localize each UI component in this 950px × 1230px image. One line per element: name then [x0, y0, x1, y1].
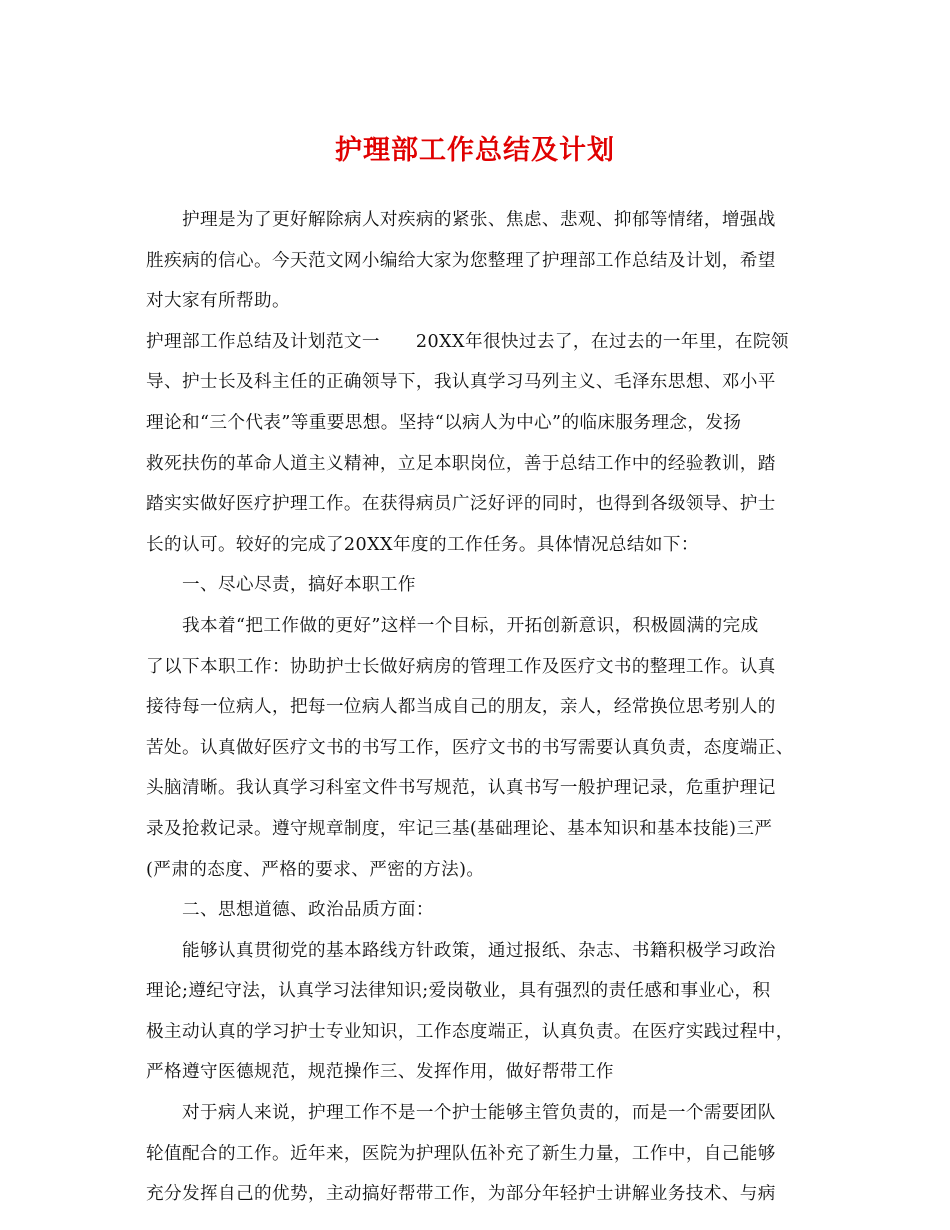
text-line: 我本着“把工作做的更好”这样一个目标，开拓创新意识，积极圆满的完成	[182, 615, 759, 636]
text-line: 了以下本职工作：协助护士长做好病房的管理工作及医疗文书的整理工作。认真	[146, 656, 776, 677]
document-body	[146, 200, 806, 1215]
text-line: 导、护士长及科主任的正确领导下，我认真学习马列主义、毛泽东思想、邓小平	[146, 372, 776, 393]
text-line: 一、尽心尽责，搞好本职工作	[182, 575, 416, 596]
text-line: 能够认真贯彻党的基本路线方针政策，通过报纸、杂志、书籍积极学习政治	[182, 940, 776, 961]
text-line: 理论;遵纪守法，认真学习法律知识;爱岗敬业，具有强烈的责任感和事业心，积	[146, 981, 771, 1002]
text-line: 轮值配合的工作。近年来，医院为护理队伍补充了新生力量，工作中，自己能够	[146, 1143, 776, 1164]
text-line: 护理部工作总结及计划范文一 20XX年很快过去了，在过去的一年里，在院领	[146, 331, 789, 352]
text-line: 对大家有所帮助。	[146, 291, 290, 312]
text-line: 严格遵守医德规范，规范操作三、发挥作用，做好帮带工作	[146, 1062, 614, 1083]
text-line: 极主动认真的学习护士专业知识，工作态度端正，认真负责。在医疗实践过程中，	[146, 1021, 794, 1042]
text-line: 理论和“三个代表”等重要思想。坚持“以病人为中心”的临床服务理念，发扬	[146, 412, 742, 433]
text-line: 长的认可。较好的完成了20XX年度的工作任务。具体情况总结如下：	[146, 534, 699, 555]
text-line: 头脑清晰。我认真学习科室文件书写规范，认真书写一般护理记录，危重护理记	[146, 778, 776, 799]
text-line: 救死扶伤的革命人道主义精神，立足本职岗位，善于总结工作中的经验教训，踏	[146, 453, 776, 474]
text-line: 录及抢救记录。遵守规章制度，牢记三基(基础理论、基本知识和基本技能)三严	[146, 818, 773, 839]
document-title: 护理部工作总结及计划	[335, 135, 615, 166]
text-line: 二、思想道德、政治品质方面：	[182, 900, 434, 921]
text-line: 踏实实做好医疗护理工作。在获得病员广泛好评的同时，也得到各级领导、护士	[146, 494, 776, 515]
text-line: 护理是为了更好解除病人对疾病的紧张、焦虑、悲观、抑郁等情绪，增强战	[182, 210, 776, 230]
text-line: 充分发挥自己的优势，主动搞好帮带工作，为部分年轻护士讲解业务技术、与病	[146, 1184, 776, 1205]
text-line: 接待每一位病人，把每一位病人都当成自己的朋友，亲人，经常换位思考别人的	[146, 697, 776, 718]
text-line: 对于病人来说，护理工作不是一个护士能够主管负责的，而是一个需要团队	[182, 1103, 776, 1124]
text-line: (严肃的态度、严格的要求、严密的方法)。	[146, 859, 485, 880]
text-line: 胜疾病的信心。今天范文网小编给大家为您整理了护理部工作总结及计划，希望	[146, 250, 776, 271]
text-line: 苦处。认真做好医疗文书的书写工作，医疗文书的书写需要认真负责，态度端正、	[146, 737, 794, 758]
